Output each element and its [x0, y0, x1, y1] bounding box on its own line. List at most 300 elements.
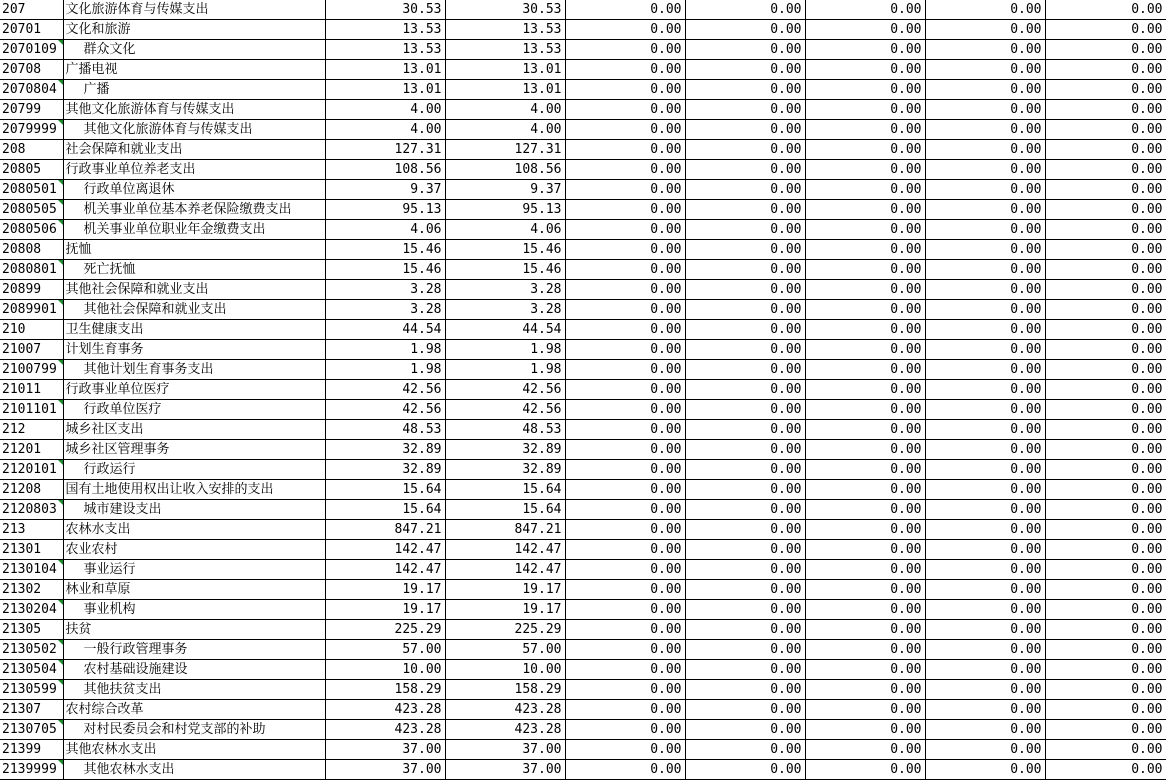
cell-amount-v6[interactable]: 0.00	[925, 100, 1045, 120]
table-row[interactable]	[0, 360, 1166, 380]
cell-amount-v5[interactable]: 0.00	[805, 600, 925, 620]
cell-amount-v7[interactable]: 0.00	[1045, 400, 1166, 420]
cell-amount-v5[interactable]: 0.00	[805, 660, 925, 680]
cell-amount-v2[interactable]: 3.28	[445, 300, 565, 320]
cell-amount-v3[interactable]: 0.00	[565, 140, 685, 160]
cell-amount-v1[interactable]: 15.64	[325, 500, 445, 520]
cell-amount-v1[interactable]: 13.53	[325, 20, 445, 40]
cell-amount-v5[interactable]: 0.00	[805, 100, 925, 120]
cell-amount-v4[interactable]: 0.00	[685, 180, 805, 200]
cell-amount-v5[interactable]: 0.00	[805, 520, 925, 540]
cell-code[interactable]: 21302	[0, 580, 63, 600]
cell-amount-v5[interactable]: 0.00	[805, 240, 925, 260]
cell-amount-v6[interactable]: 0.00	[925, 440, 1045, 460]
cell-name[interactable]	[63, 440, 325, 460]
cell-amount-v7[interactable]: 0.00	[1045, 320, 1166, 340]
cell-amount-v3[interactable]: 0.00	[565, 360, 685, 380]
cell-code[interactable]: 21007	[0, 340, 63, 360]
cell-amount-v3[interactable]: 0.00	[565, 280, 685, 300]
cell-amount-v1[interactable]: 15.64	[325, 480, 445, 500]
cell-code[interactable]: 20708	[0, 60, 63, 80]
cell-amount-v6[interactable]: 0.00	[925, 180, 1045, 200]
table-row[interactable]	[0, 740, 1166, 760]
cell-amount-v5[interactable]: 0.00	[805, 200, 925, 220]
cell-code[interactable]: 2130599	[0, 680, 63, 700]
cell-amount-v1[interactable]: 423.28	[325, 720, 445, 740]
cell-amount-v6[interactable]: 0.00	[925, 20, 1045, 40]
cell-amount-v2[interactable]: 42.56	[445, 400, 565, 420]
cell-amount-v4[interactable]: 0.00	[685, 240, 805, 260]
cell-amount-v7[interactable]: 0.00	[1045, 300, 1166, 320]
cell-amount-v3[interactable]: 0.00	[565, 720, 685, 740]
cell-code[interactable]: 2080501	[0, 180, 63, 200]
table-row[interactable]	[0, 100, 1166, 120]
cell-amount-v2[interactable]: 15.46	[445, 260, 565, 280]
cell-amount-v7[interactable]: 0.00	[1045, 260, 1166, 280]
table-row[interactable]	[0, 620, 1166, 640]
cell-amount-v4[interactable]: 0.00	[685, 500, 805, 520]
cell-name[interactable]	[63, 80, 325, 100]
table-row[interactable]	[0, 180, 1166, 200]
cell-code[interactable]: 2139999	[0, 760, 63, 780]
cell-amount-v7[interactable]: 0.00	[1045, 480, 1166, 500]
cell-amount-v2[interactable]: 13.53	[445, 40, 565, 60]
cell-amount-v1[interactable]: 423.28	[325, 700, 445, 720]
cell-code[interactable]: 2080505	[0, 200, 63, 220]
cell-amount-v5[interactable]: 0.00	[805, 40, 925, 60]
cell-code[interactable]: 2101101	[0, 400, 63, 420]
cell-amount-v7[interactable]: 0.00	[1045, 520, 1166, 540]
cell-amount-v6[interactable]: 0.00	[925, 760, 1045, 780]
cell-amount-v2[interactable]: 37.00	[445, 740, 565, 760]
cell-amount-v2[interactable]: 42.56	[445, 380, 565, 400]
cell-amount-v4[interactable]: 0.00	[685, 80, 805, 100]
cell-amount-v1[interactable]: 37.00	[325, 760, 445, 780]
cell-code[interactable]: 20808	[0, 240, 63, 260]
cell-amount-v6[interactable]: 0.00	[925, 400, 1045, 420]
cell-amount-v1[interactable]: 95.13	[325, 200, 445, 220]
cell-amount-v2[interactable]: 225.29	[445, 620, 565, 640]
table-row[interactable]	[0, 420, 1166, 440]
cell-amount-v6[interactable]: 0.00	[925, 720, 1045, 740]
cell-code[interactable]: 21011	[0, 380, 63, 400]
cell-name[interactable]	[63, 100, 325, 120]
cell-amount-v3[interactable]: 0.00	[565, 0, 685, 20]
cell-amount-v6[interactable]: 0.00	[925, 140, 1045, 160]
cell-amount-v7[interactable]: 0.00	[1045, 140, 1166, 160]
cell-name[interactable]	[63, 200, 325, 220]
table-row[interactable]	[0, 680, 1166, 700]
cell-code[interactable]: 2130104	[0, 560, 63, 580]
cell-amount-v4[interactable]: 0.00	[685, 660, 805, 680]
cell-amount-v7[interactable]: 0.00	[1045, 360, 1166, 380]
cell-amount-v7[interactable]: 0.00	[1045, 240, 1166, 260]
cell-amount-v7[interactable]: 0.00	[1045, 160, 1166, 180]
cell-amount-v6[interactable]: 0.00	[925, 480, 1045, 500]
cell-amount-v5[interactable]: 0.00	[805, 400, 925, 420]
cell-amount-v7[interactable]: 0.00	[1045, 120, 1166, 140]
cell-amount-v7[interactable]: 0.00	[1045, 380, 1166, 400]
cell-amount-v2[interactable]: 15.64	[445, 500, 565, 520]
cell-amount-v7[interactable]: 0.00	[1045, 100, 1166, 120]
cell-name[interactable]	[63, 60, 325, 80]
cell-amount-v3[interactable]: 0.00	[565, 20, 685, 40]
cell-amount-v1[interactable]: 13.53	[325, 40, 445, 60]
table-row[interactable]	[0, 140, 1166, 160]
cell-amount-v5[interactable]: 0.00	[805, 280, 925, 300]
cell-amount-v1[interactable]: 42.56	[325, 380, 445, 400]
cell-amount-v5[interactable]: 0.00	[805, 260, 925, 280]
cell-amount-v2[interactable]: 44.54	[445, 320, 565, 340]
cell-amount-v4[interactable]: 0.00	[685, 620, 805, 640]
cell-amount-v1[interactable]: 3.28	[325, 280, 445, 300]
cell-amount-v3[interactable]: 0.00	[565, 740, 685, 760]
cell-amount-v7[interactable]: 0.00	[1045, 80, 1166, 100]
cell-code[interactable]: 2130502	[0, 640, 63, 660]
cell-amount-v1[interactable]: 37.00	[325, 740, 445, 760]
cell-amount-v2[interactable]: 48.53	[445, 420, 565, 440]
cell-name[interactable]	[63, 620, 325, 640]
cell-amount-v3[interactable]: 0.00	[565, 620, 685, 640]
cell-code[interactable]: 21301	[0, 540, 63, 560]
cell-amount-v2[interactable]: 19.17	[445, 600, 565, 620]
cell-amount-v1[interactable]: 9.37	[325, 180, 445, 200]
cell-amount-v1[interactable]: 3.28	[325, 300, 445, 320]
cell-amount-v3[interactable]: 0.00	[565, 500, 685, 520]
cell-amount-v7[interactable]: 0.00	[1045, 760, 1166, 780]
cell-amount-v5[interactable]: 0.00	[805, 500, 925, 520]
cell-amount-v7[interactable]: 0.00	[1045, 220, 1166, 240]
cell-amount-v6[interactable]: 0.00	[925, 420, 1045, 440]
cell-amount-v1[interactable]: 30.53	[325, 0, 445, 20]
cell-name[interactable]	[63, 480, 325, 500]
cell-name[interactable]	[63, 680, 325, 700]
cell-code[interactable]: 2120101	[0, 460, 63, 480]
cell-name[interactable]	[63, 160, 325, 180]
cell-amount-v4[interactable]: 0.00	[685, 20, 805, 40]
cell-amount-v3[interactable]: 0.00	[565, 60, 685, 80]
cell-amount-v7[interactable]: 0.00	[1045, 340, 1166, 360]
cell-code[interactable]: 21307	[0, 700, 63, 720]
cell-amount-v7[interactable]: 0.00	[1045, 200, 1166, 220]
cell-amount-v5[interactable]: 0.00	[805, 0, 925, 20]
cell-amount-v2[interactable]: 10.00	[445, 660, 565, 680]
cell-amount-v2[interactable]: 57.00	[445, 640, 565, 660]
table-row[interactable]	[0, 720, 1166, 740]
cell-amount-v4[interactable]: 0.00	[685, 120, 805, 140]
cell-amount-v4[interactable]: 0.00	[685, 280, 805, 300]
cell-amount-v7[interactable]: 0.00	[1045, 440, 1166, 460]
cell-amount-v6[interactable]: 0.00	[925, 540, 1045, 560]
cell-amount-v4[interactable]: 0.00	[685, 40, 805, 60]
cell-amount-v5[interactable]: 0.00	[805, 360, 925, 380]
table-row[interactable]	[0, 600, 1166, 620]
cell-name[interactable]	[63, 400, 325, 420]
cell-amount-v2[interactable]: 32.89	[445, 440, 565, 460]
cell-name[interactable]	[63, 500, 325, 520]
cell-amount-v5[interactable]: 0.00	[805, 580, 925, 600]
cell-amount-v6[interactable]: 0.00	[925, 340, 1045, 360]
cell-name[interactable]	[63, 120, 325, 140]
cell-name[interactable]	[63, 600, 325, 620]
cell-amount-v2[interactable]: 142.47	[445, 540, 565, 560]
cell-name[interactable]	[63, 280, 325, 300]
table-row[interactable]	[0, 380, 1166, 400]
table-row[interactable]	[0, 320, 1166, 340]
cell-amount-v4[interactable]: 0.00	[685, 760, 805, 780]
cell-amount-v6[interactable]: 0.00	[925, 320, 1045, 340]
cell-code[interactable]: 2100799	[0, 360, 63, 380]
cell-amount-v3[interactable]: 0.00	[565, 40, 685, 60]
cell-name[interactable]	[63, 660, 325, 680]
cell-amount-v2[interactable]: 158.29	[445, 680, 565, 700]
table-row[interactable]	[0, 200, 1166, 220]
cell-amount-v4[interactable]: 0.00	[685, 0, 805, 20]
cell-amount-v2[interactable]: 13.01	[445, 80, 565, 100]
cell-amount-v5[interactable]: 0.00	[805, 560, 925, 580]
cell-amount-v6[interactable]: 0.00	[925, 200, 1045, 220]
cell-amount-v6[interactable]: 0.00	[925, 300, 1045, 320]
cell-amount-v1[interactable]: 32.89	[325, 460, 445, 480]
cell-amount-v1[interactable]: 4.00	[325, 100, 445, 120]
cell-amount-v3[interactable]: 0.00	[565, 560, 685, 580]
cell-amount-v4[interactable]: 0.00	[685, 200, 805, 220]
cell-name[interactable]	[63, 300, 325, 320]
cell-amount-v1[interactable]: 158.29	[325, 680, 445, 700]
cell-amount-v5[interactable]: 0.00	[805, 80, 925, 100]
cell-amount-v3[interactable]: 0.00	[565, 220, 685, 240]
cell-name[interactable]	[63, 520, 325, 540]
cell-amount-v7[interactable]: 0.00	[1045, 540, 1166, 560]
table-row[interactable]	[0, 300, 1166, 320]
cell-amount-v1[interactable]: 142.47	[325, 540, 445, 560]
cell-amount-v2[interactable]: 1.98	[445, 360, 565, 380]
cell-amount-v3[interactable]: 0.00	[565, 160, 685, 180]
cell-amount-v5[interactable]: 0.00	[805, 700, 925, 720]
cell-amount-v7[interactable]: 0.00	[1045, 0, 1166, 20]
table-row[interactable]	[0, 340, 1166, 360]
cell-amount-v5[interactable]: 0.00	[805, 680, 925, 700]
cell-name[interactable]	[63, 0, 325, 20]
cell-amount-v5[interactable]: 0.00	[805, 420, 925, 440]
table-row[interactable]	[0, 460, 1166, 480]
cell-name[interactable]	[63, 640, 325, 660]
cell-amount-v3[interactable]: 0.00	[565, 200, 685, 220]
cell-amount-v5[interactable]: 0.00	[805, 220, 925, 240]
cell-amount-v1[interactable]: 4.00	[325, 120, 445, 140]
table-row[interactable]	[0, 440, 1166, 460]
cell-code[interactable]: 207	[0, 0, 63, 20]
table-row[interactable]	[0, 640, 1166, 660]
cell-amount-v2[interactable]: 4.00	[445, 100, 565, 120]
table-row[interactable]	[0, 120, 1166, 140]
cell-amount-v4[interactable]: 0.00	[685, 740, 805, 760]
cell-amount-v2[interactable]: 13.53	[445, 20, 565, 40]
cell-amount-v2[interactable]: 13.01	[445, 60, 565, 80]
cell-amount-v6[interactable]: 0.00	[925, 660, 1045, 680]
cell-amount-v3[interactable]: 0.00	[565, 480, 685, 500]
cell-amount-v1[interactable]: 127.31	[325, 140, 445, 160]
cell-amount-v4[interactable]: 0.00	[685, 680, 805, 700]
cell-amount-v2[interactable]: 847.21	[445, 520, 565, 540]
cell-code[interactable]: 2080801	[0, 260, 63, 280]
cell-amount-v4[interactable]: 0.00	[685, 360, 805, 380]
cell-amount-v6[interactable]: 0.00	[925, 40, 1045, 60]
cell-amount-v6[interactable]: 0.00	[925, 380, 1045, 400]
cell-amount-v7[interactable]: 0.00	[1045, 500, 1166, 520]
cell-amount-v5[interactable]: 0.00	[805, 380, 925, 400]
cell-amount-v3[interactable]: 0.00	[565, 180, 685, 200]
cell-amount-v6[interactable]: 0.00	[925, 700, 1045, 720]
table-row[interactable]	[0, 480, 1166, 500]
cell-code[interactable]: 2079999	[0, 120, 63, 140]
cell-amount-v5[interactable]: 0.00	[805, 540, 925, 560]
table-row[interactable]	[0, 520, 1166, 540]
cell-amount-v1[interactable]: 19.17	[325, 600, 445, 620]
cell-code[interactable]: 21201	[0, 440, 63, 460]
cell-amount-v3[interactable]: 0.00	[565, 660, 685, 680]
cell-amount-v4[interactable]: 0.00	[685, 520, 805, 540]
table-row[interactable]	[0, 700, 1166, 720]
cell-amount-v2[interactable]: 4.00	[445, 120, 565, 140]
cell-name[interactable]	[63, 760, 325, 780]
table-row[interactable]	[0, 260, 1166, 280]
cell-code[interactable]: 212	[0, 420, 63, 440]
cell-amount-v5[interactable]: 0.00	[805, 640, 925, 660]
cell-amount-v2[interactable]: 1.98	[445, 340, 565, 360]
cell-amount-v6[interactable]: 0.00	[925, 560, 1045, 580]
table-row[interactable]	[0, 0, 1166, 20]
cell-amount-v7[interactable]: 0.00	[1045, 740, 1166, 760]
cell-amount-v6[interactable]: 0.00	[925, 220, 1045, 240]
cell-amount-v5[interactable]: 0.00	[805, 60, 925, 80]
cell-amount-v5[interactable]: 0.00	[805, 180, 925, 200]
cell-amount-v1[interactable]: 1.98	[325, 340, 445, 360]
cell-name[interactable]	[63, 140, 325, 160]
cell-amount-v7[interactable]: 0.00	[1045, 40, 1166, 60]
cell-amount-v1[interactable]: 15.46	[325, 240, 445, 260]
cell-name[interactable]	[63, 260, 325, 280]
cell-amount-v6[interactable]: 0.00	[925, 500, 1045, 520]
cell-amount-v5[interactable]: 0.00	[805, 480, 925, 500]
cell-amount-v7[interactable]: 0.00	[1045, 280, 1166, 300]
table-row[interactable]	[0, 280, 1166, 300]
cell-amount-v3[interactable]: 0.00	[565, 580, 685, 600]
cell-amount-v1[interactable]: 19.17	[325, 580, 445, 600]
cell-amount-v1[interactable]: 42.56	[325, 400, 445, 420]
cell-amount-v2[interactable]: 423.28	[445, 700, 565, 720]
cell-amount-v2[interactable]: 423.28	[445, 720, 565, 740]
cell-amount-v1[interactable]: 13.01	[325, 80, 445, 100]
cell-code[interactable]: 21208	[0, 480, 63, 500]
cell-amount-v2[interactable]: 9.37	[445, 180, 565, 200]
cell-amount-v3[interactable]: 0.00	[565, 520, 685, 540]
cell-amount-v3[interactable]: 0.00	[565, 460, 685, 480]
table-row[interactable]	[0, 760, 1166, 780]
cell-amount-v3[interactable]: 0.00	[565, 700, 685, 720]
cell-code[interactable]: 20701	[0, 20, 63, 40]
cell-amount-v1[interactable]: 44.54	[325, 320, 445, 340]
cell-name[interactable]	[63, 700, 325, 720]
cell-amount-v7[interactable]: 0.00	[1045, 660, 1166, 680]
cell-code[interactable]: 208	[0, 140, 63, 160]
cell-name[interactable]	[63, 320, 325, 340]
cell-amount-v6[interactable]: 0.00	[925, 460, 1045, 480]
cell-amount-v3[interactable]: 0.00	[565, 300, 685, 320]
cell-amount-v7[interactable]: 0.00	[1045, 20, 1166, 40]
cell-amount-v5[interactable]: 0.00	[805, 320, 925, 340]
table-row[interactable]	[0, 160, 1166, 180]
cell-amount-v4[interactable]: 0.00	[685, 700, 805, 720]
cell-name[interactable]	[63, 540, 325, 560]
cell-name[interactable]	[63, 460, 325, 480]
cell-amount-v4[interactable]: 0.00	[685, 340, 805, 360]
cell-amount-v1[interactable]: 10.00	[325, 660, 445, 680]
cell-amount-v2[interactable]: 37.00	[445, 760, 565, 780]
cell-code[interactable]: 2130504	[0, 660, 63, 680]
cell-amount-v4[interactable]: 0.00	[685, 560, 805, 580]
cell-amount-v1[interactable]: 32.89	[325, 440, 445, 460]
cell-name[interactable]	[63, 720, 325, 740]
cell-code[interactable]: 2070804	[0, 80, 63, 100]
cell-name[interactable]	[63, 740, 325, 760]
cell-code[interactable]: 210	[0, 320, 63, 340]
cell-amount-v3[interactable]: 0.00	[565, 120, 685, 140]
table-row[interactable]	[0, 80, 1166, 100]
cell-amount-v6[interactable]: 0.00	[925, 260, 1045, 280]
cell-code[interactable]: 20799	[0, 100, 63, 120]
cell-amount-v2[interactable]: 19.17	[445, 580, 565, 600]
cell-name[interactable]	[63, 340, 325, 360]
cell-amount-v4[interactable]: 0.00	[685, 60, 805, 80]
cell-amount-v6[interactable]: 0.00	[925, 160, 1045, 180]
cell-amount-v3[interactable]: 0.00	[565, 260, 685, 280]
table-row[interactable]	[0, 500, 1166, 520]
cell-amount-v4[interactable]: 0.00	[685, 440, 805, 460]
table-row[interactable]	[0, 560, 1166, 580]
cell-amount-v1[interactable]: 15.46	[325, 260, 445, 280]
cell-amount-v2[interactable]: 3.28	[445, 280, 565, 300]
cell-amount-v5[interactable]: 0.00	[805, 740, 925, 760]
cell-amount-v5[interactable]: 0.00	[805, 120, 925, 140]
cell-amount-v7[interactable]: 0.00	[1045, 640, 1166, 660]
cell-amount-v2[interactable]: 4.06	[445, 220, 565, 240]
cell-amount-v6[interactable]: 0.00	[925, 120, 1045, 140]
table-row[interactable]	[0, 60, 1166, 80]
cell-amount-v5[interactable]: 0.00	[805, 300, 925, 320]
cell-amount-v4[interactable]: 0.00	[685, 140, 805, 160]
cell-amount-v5[interactable]: 0.00	[805, 720, 925, 740]
cell-amount-v1[interactable]: 142.47	[325, 560, 445, 580]
cell-amount-v1[interactable]: 4.06	[325, 220, 445, 240]
cell-amount-v2[interactable]: 95.13	[445, 200, 565, 220]
table-row[interactable]	[0, 660, 1166, 680]
cell-amount-v4[interactable]: 0.00	[685, 220, 805, 240]
cell-amount-v5[interactable]: 0.00	[805, 140, 925, 160]
cell-amount-v2[interactable]: 15.64	[445, 480, 565, 500]
cell-amount-v2[interactable]: 142.47	[445, 560, 565, 580]
cell-amount-v3[interactable]: 0.00	[565, 640, 685, 660]
cell-name[interactable]	[63, 360, 325, 380]
cell-amount-v7[interactable]: 0.00	[1045, 700, 1166, 720]
cell-amount-v2[interactable]: 30.53	[445, 0, 565, 20]
cell-amount-v7[interactable]: 0.00	[1045, 720, 1166, 740]
cell-amount-v6[interactable]: 0.00	[925, 680, 1045, 700]
cell-amount-v3[interactable]: 0.00	[565, 420, 685, 440]
cell-amount-v7[interactable]: 0.00	[1045, 620, 1166, 640]
cell-amount-v6[interactable]: 0.00	[925, 740, 1045, 760]
table-row[interactable]	[0, 220, 1166, 240]
